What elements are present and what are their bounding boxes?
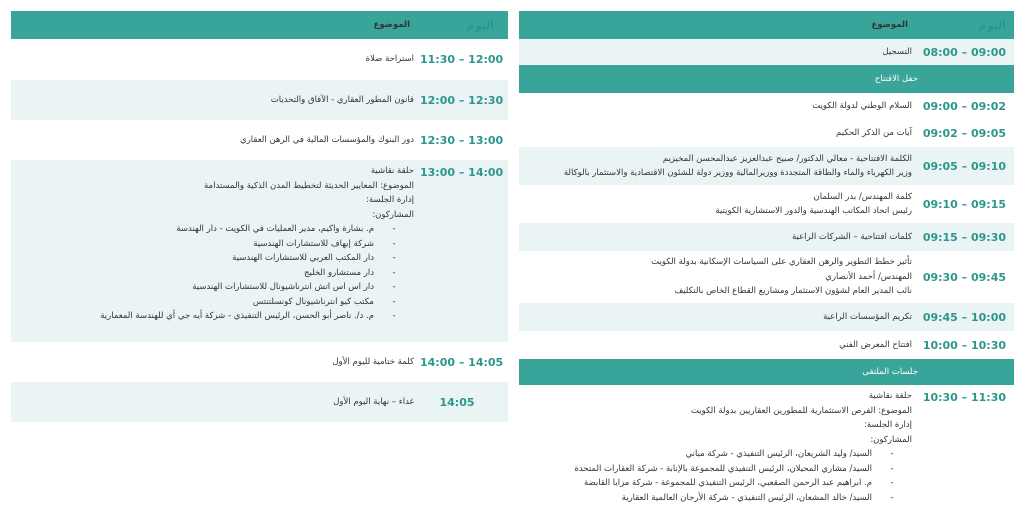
participant-item: - السيد/ خالد المشعان، الرئيس التنفيذي - شركة الأرجان العالمية العقارية: [621, 492, 894, 503]
time-cell: 09:10 – 09:15: [922, 197, 1006, 211]
participant-item: - شركة إيهاف للاستشارات الهندسية: [253, 238, 396, 249]
topic-cell: السلام الوطني لدولة الكويت: [812, 100, 912, 111]
header-topic: الموضوع: [871, 19, 908, 30]
agenda-row: [11, 342, 508, 382]
agenda-row: [519, 93, 1014, 119]
topic-line: حلقة نقاشية: [868, 391, 912, 401]
time-cell: 09:05 – 09:10: [922, 159, 1006, 173]
participant-item: - مكتب كيو انترناشيونال كونسلتنتس: [252, 296, 396, 307]
participant-item: - السيد/ وليد الشريعان، الرئيس التنفيذي - شركة مباني: [685, 449, 894, 459]
time-cell: 09:00 – 09:02: [922, 99, 1006, 113]
agenda-table-right: [519, 11, 1014, 505]
header-day: اليوم: [978, 18, 1006, 32]
time-cell: 12:00 – 12:30: [420, 93, 504, 107]
topic-line: الموضوع: المعايير الحديثة لتخطيط المدن الذكية والمستدامة: [203, 180, 414, 191]
topic-cell: كلمات افتتاحية – الشركات الراعية: [791, 231, 912, 242]
topic-line: المشاركون:: [372, 209, 414, 220]
agenda-row: [519, 385, 1014, 505]
participant-item: - السيد/ مشاري المحيلان، الرئيس التنفيذي للمجموعة بالإنابة - شركة العقارات المتحدة: [574, 463, 894, 474]
time-cell: 14:05: [439, 395, 475, 409]
table-header: [11, 11, 508, 39]
agenda-row: [519, 303, 1014, 331]
topic-cell: تكريم المؤسسات الراعية: [823, 311, 912, 322]
agenda-row: [519, 147, 1014, 185]
topic-cell: افتتاح المعرض الفني: [839, 339, 912, 350]
agenda-row: [11, 120, 508, 160]
topic-cell: [519, 385, 918, 505]
topic-cell: [519, 152, 918, 181]
topic-cell: كلمة ختامية لليوم الأول: [332, 356, 414, 367]
agenda-row: [519, 251, 1014, 303]
header-topic: الموضوع: [373, 19, 410, 30]
agenda-table-left: [11, 11, 508, 422]
time-cell: 10:00 – 10:30: [922, 338, 1006, 352]
section-row: جلسات الملتقى: [519, 359, 1014, 385]
agenda-row: [11, 160, 508, 342]
table-header: [519, 11, 1014, 39]
agenda-row: [519, 119, 1014, 147]
participant-item: - دار مستشارو الخليج: [303, 267, 396, 278]
topic-cell: دور البنوك والمؤسسات المالية في الرهن العقاري: [240, 134, 414, 145]
header-day: اليوم: [466, 18, 494, 32]
time-cell: 12:30 – 13:00: [420, 133, 504, 147]
section-row: حفل الافتتاح: [519, 65, 1014, 93]
topic-line: رئيس اتحاد المكاتب الهندسية والدور الاستشارية الكويتية: [715, 206, 912, 216]
topic-line: الكلمة الافتتاحية - معالي الدكتور/ صبيح عبدالعزيز عبدالمحسن المخيزيم: [662, 153, 912, 164]
time-cell: 11:30 – 12:00: [420, 53, 504, 66]
participant-item: - دار اس اس اتش انترناشيونال للاستشارات الهندسية: [192, 282, 396, 292]
agenda-row: [11, 382, 508, 422]
participant-item: - م. د/. ناصر أبو الحسن، الرئيس التنفيذي - شركة أيه جي أي للهندسة المعمارية: [100, 311, 396, 321]
agenda-row: [11, 39, 508, 80]
topic-cell: [11, 160, 420, 324]
agenda-row: [11, 80, 508, 120]
agenda-row: [519, 223, 1014, 251]
time-cell: 10:30 – 11:30: [922, 391, 1006, 404]
topic-cell: غداء – نهاية اليوم الأول: [333, 396, 414, 407]
topic-cell: استراحة صلاة: [365, 54, 414, 65]
time-cell: 09:02 – 09:05: [922, 126, 1006, 140]
topic-line: الموضوع: الفرص الاستثمارية للمطورين العقاريين بدولة الكويت: [690, 405, 912, 416]
topic-line: المشاركون:: [870, 434, 912, 445]
agenda-row: [519, 331, 1014, 359]
topic-cell: [519, 190, 918, 219]
topic-line: كلمة المهندس/ بدر السلمان: [813, 191, 912, 202]
topic-line: إدارة الجلسة:: [365, 195, 414, 205]
topic-line: وزير الكهرباء والماء والطاقة المتجددة ووزيرالمالية ووزير دولة للشئون الاقتصادية والاستثمار بالوكالة: [563, 168, 912, 178]
time-cell: 13:00 – 14:00: [420, 166, 504, 179]
time-cell: 09:45 – 10:00: [922, 310, 1006, 324]
topic-cell: آيات من الذكر الحكيم: [836, 127, 912, 138]
topic-line: المهندس/ أحمد الأنصاري: [825, 271, 912, 282]
participant-item: - دار المكتب العربي للاستشارات الهندسية: [232, 253, 396, 263]
topic-cell: التسجيل: [882, 46, 912, 57]
topic-line: تأثير خطط التطوير والرهن العقاري على السياسات الإسكانية بدولة الكويت: [651, 257, 912, 268]
agenda-row: [519, 39, 1014, 65]
time-cell: 14:00 – 14:05: [420, 355, 504, 369]
topic-cell: [519, 255, 918, 299]
participant-item: - م. ابراهيم عبد الرحمن الصقعبي، الرئيس التنفيذي للمجموعة - شركة مزايا القابضة: [583, 478, 894, 488]
topic-line: حلقة نقاشية: [370, 166, 414, 176]
topic-line: نائب المدير العام لشؤون الاستثمار ومشاريع القطاع الخاص بالتكليف: [674, 286, 912, 297]
agenda-row: [519, 185, 1014, 223]
participant-item: - م. بشارة واكيم، مدير العمليات في الكويت - دار الهندسة: [176, 224, 396, 234]
topic-line: إدارة الجلسة:: [863, 420, 912, 430]
time-cell: 09:15 – 09:30: [922, 230, 1006, 244]
topic-cell: قانون المطور العقاري - الآفاق والتحديات: [270, 94, 414, 105]
time-cell: 08:00 – 09:00: [922, 45, 1006, 59]
time-cell: 09:30 – 09:45: [922, 270, 1006, 284]
